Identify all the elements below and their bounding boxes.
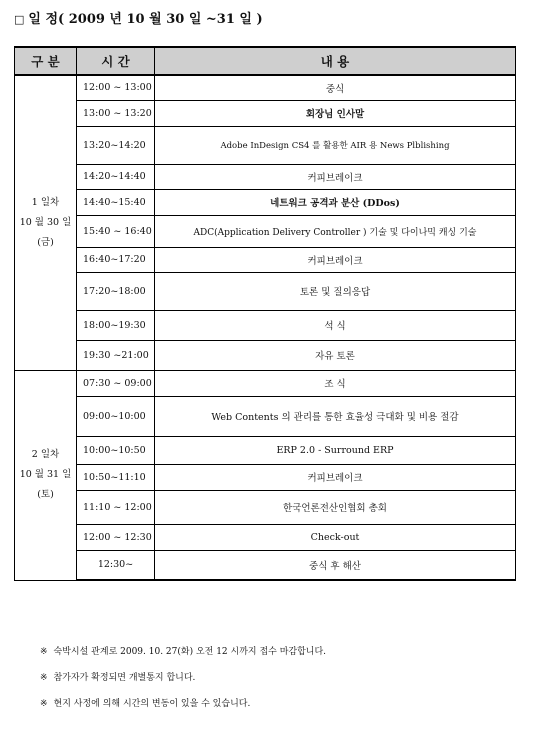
content-cell: 토론 및 질의응답 (155, 272, 516, 310)
time-cell: 17:20~18:00 (77, 272, 155, 310)
time-cell: 12:30~ (77, 550, 155, 580)
day-label: 2 일차 (31, 449, 60, 460)
time-cell: 18:00~19:30 (77, 310, 155, 340)
table-row (15, 524, 516, 550)
table-row (15, 100, 516, 126)
table-row (15, 370, 516, 396)
content-cell: 커피브레이크 (155, 464, 516, 490)
note-item (40, 670, 326, 696)
day-date: 10 월 31 일 (19, 469, 72, 480)
title-marker: □ (14, 13, 25, 26)
header-time: 시 간 (77, 47, 155, 75)
note-text: 참가자가 확정되면 개별통지 합니다. (53, 673, 196, 683)
content-cell: 네트워크 공격과 분산 (DDos) (155, 189, 516, 215)
table-row (15, 215, 516, 247)
note-item (40, 644, 326, 670)
table-row (15, 247, 516, 272)
content-cell: 자유 토론 (155, 340, 516, 370)
time-cell: 14:40~15:40 (77, 189, 155, 215)
time-cell: 15:40 ~ 16:40 (77, 215, 155, 247)
day-weekday: (금) (37, 236, 54, 248)
table-row (15, 310, 516, 340)
table-row (15, 396, 516, 436)
table-row (15, 490, 516, 524)
time-cell: 09:00~10:00 (77, 396, 155, 436)
header-content: 내 용 (155, 47, 516, 75)
time-cell: 11:10 ~ 12:00 (77, 490, 155, 524)
note-mark: ※ (40, 699, 48, 709)
note-text: 숙박시설 관계로 2009. 10. 27(화) 오전 12 시까지 접수 마감합니다. (53, 647, 327, 657)
table-row (15, 550, 516, 580)
day-cell-1 (15, 75, 77, 370)
time-cell: 12:00 ~ 12:30 (77, 524, 155, 550)
content-cell: ERP 2.0 - Surround ERP (155, 436, 516, 464)
time-cell: 14:20~14:40 (77, 164, 155, 189)
header-row (15, 47, 516, 75)
content-cell: 한국언론전산인협회 총회 (155, 490, 516, 524)
note-mark: ※ (40, 647, 48, 657)
content-cell: Web Contents 의 관리를 통한 효율성 극대화 및 비용 절감 (155, 396, 516, 436)
table-row (15, 75, 516, 100)
content-cell: 커피브레이크 (155, 164, 516, 189)
note-item (40, 696, 326, 722)
content-cell: ADC(Application Delivery Controller ) 기술 및 다이나믹 캐싱 기술 (155, 215, 516, 247)
time-cell: 12:00 ~ 13:00 (77, 75, 155, 100)
table-row (15, 464, 516, 490)
content-cell: 조 식 (155, 370, 516, 396)
content-cell: 커피브레이크 (155, 247, 516, 272)
table-row (15, 126, 516, 164)
content-cell: Check-out (155, 524, 516, 550)
title-text: 일 정( 2009 년 10 월 30 일 ~31 일 ) (28, 12, 263, 27)
content-cell: 회장님 인사말 (155, 100, 516, 126)
schedule-table (14, 46, 516, 581)
header-day: 구 분 (15, 47, 77, 75)
content-cell: Adobe InDesign CS4 를 활용한 AIR 용 News Plblishing (155, 126, 516, 164)
time-cell: 19:30 ~21:00 (77, 340, 155, 370)
note-text: 현지 사정에 의해 시간의 변동이 있을 수 있습니다. (53, 699, 251, 709)
table-row (15, 340, 516, 370)
table-row (15, 272, 516, 310)
table-row (15, 189, 516, 215)
table-row (15, 436, 516, 464)
day-weekday: (토) (37, 489, 54, 500)
notes-section (40, 644, 326, 722)
content-cell: 석 식 (155, 310, 516, 340)
time-cell: 07:30 ~ 09:00 (77, 370, 155, 396)
time-cell: 10:00~10:50 (77, 436, 155, 464)
time-cell: 16:40~17:20 (77, 247, 155, 272)
day-cell-2 (15, 370, 77, 580)
time-cell: 13:20~14:20 (77, 126, 155, 164)
table-row (15, 164, 516, 189)
content-cell: 중식 (155, 75, 516, 100)
time-cell: 13:00 ~ 13:20 (77, 100, 155, 126)
content-cell: 중식 후 해산 (155, 550, 516, 580)
schedule-title (14, 8, 263, 27)
time-cell: 10:50~11:10 (77, 464, 155, 490)
note-mark: ※ (40, 673, 48, 683)
day-label: 1 일차 (31, 196, 60, 208)
day-date: 10 월 30 일 (19, 216, 72, 228)
